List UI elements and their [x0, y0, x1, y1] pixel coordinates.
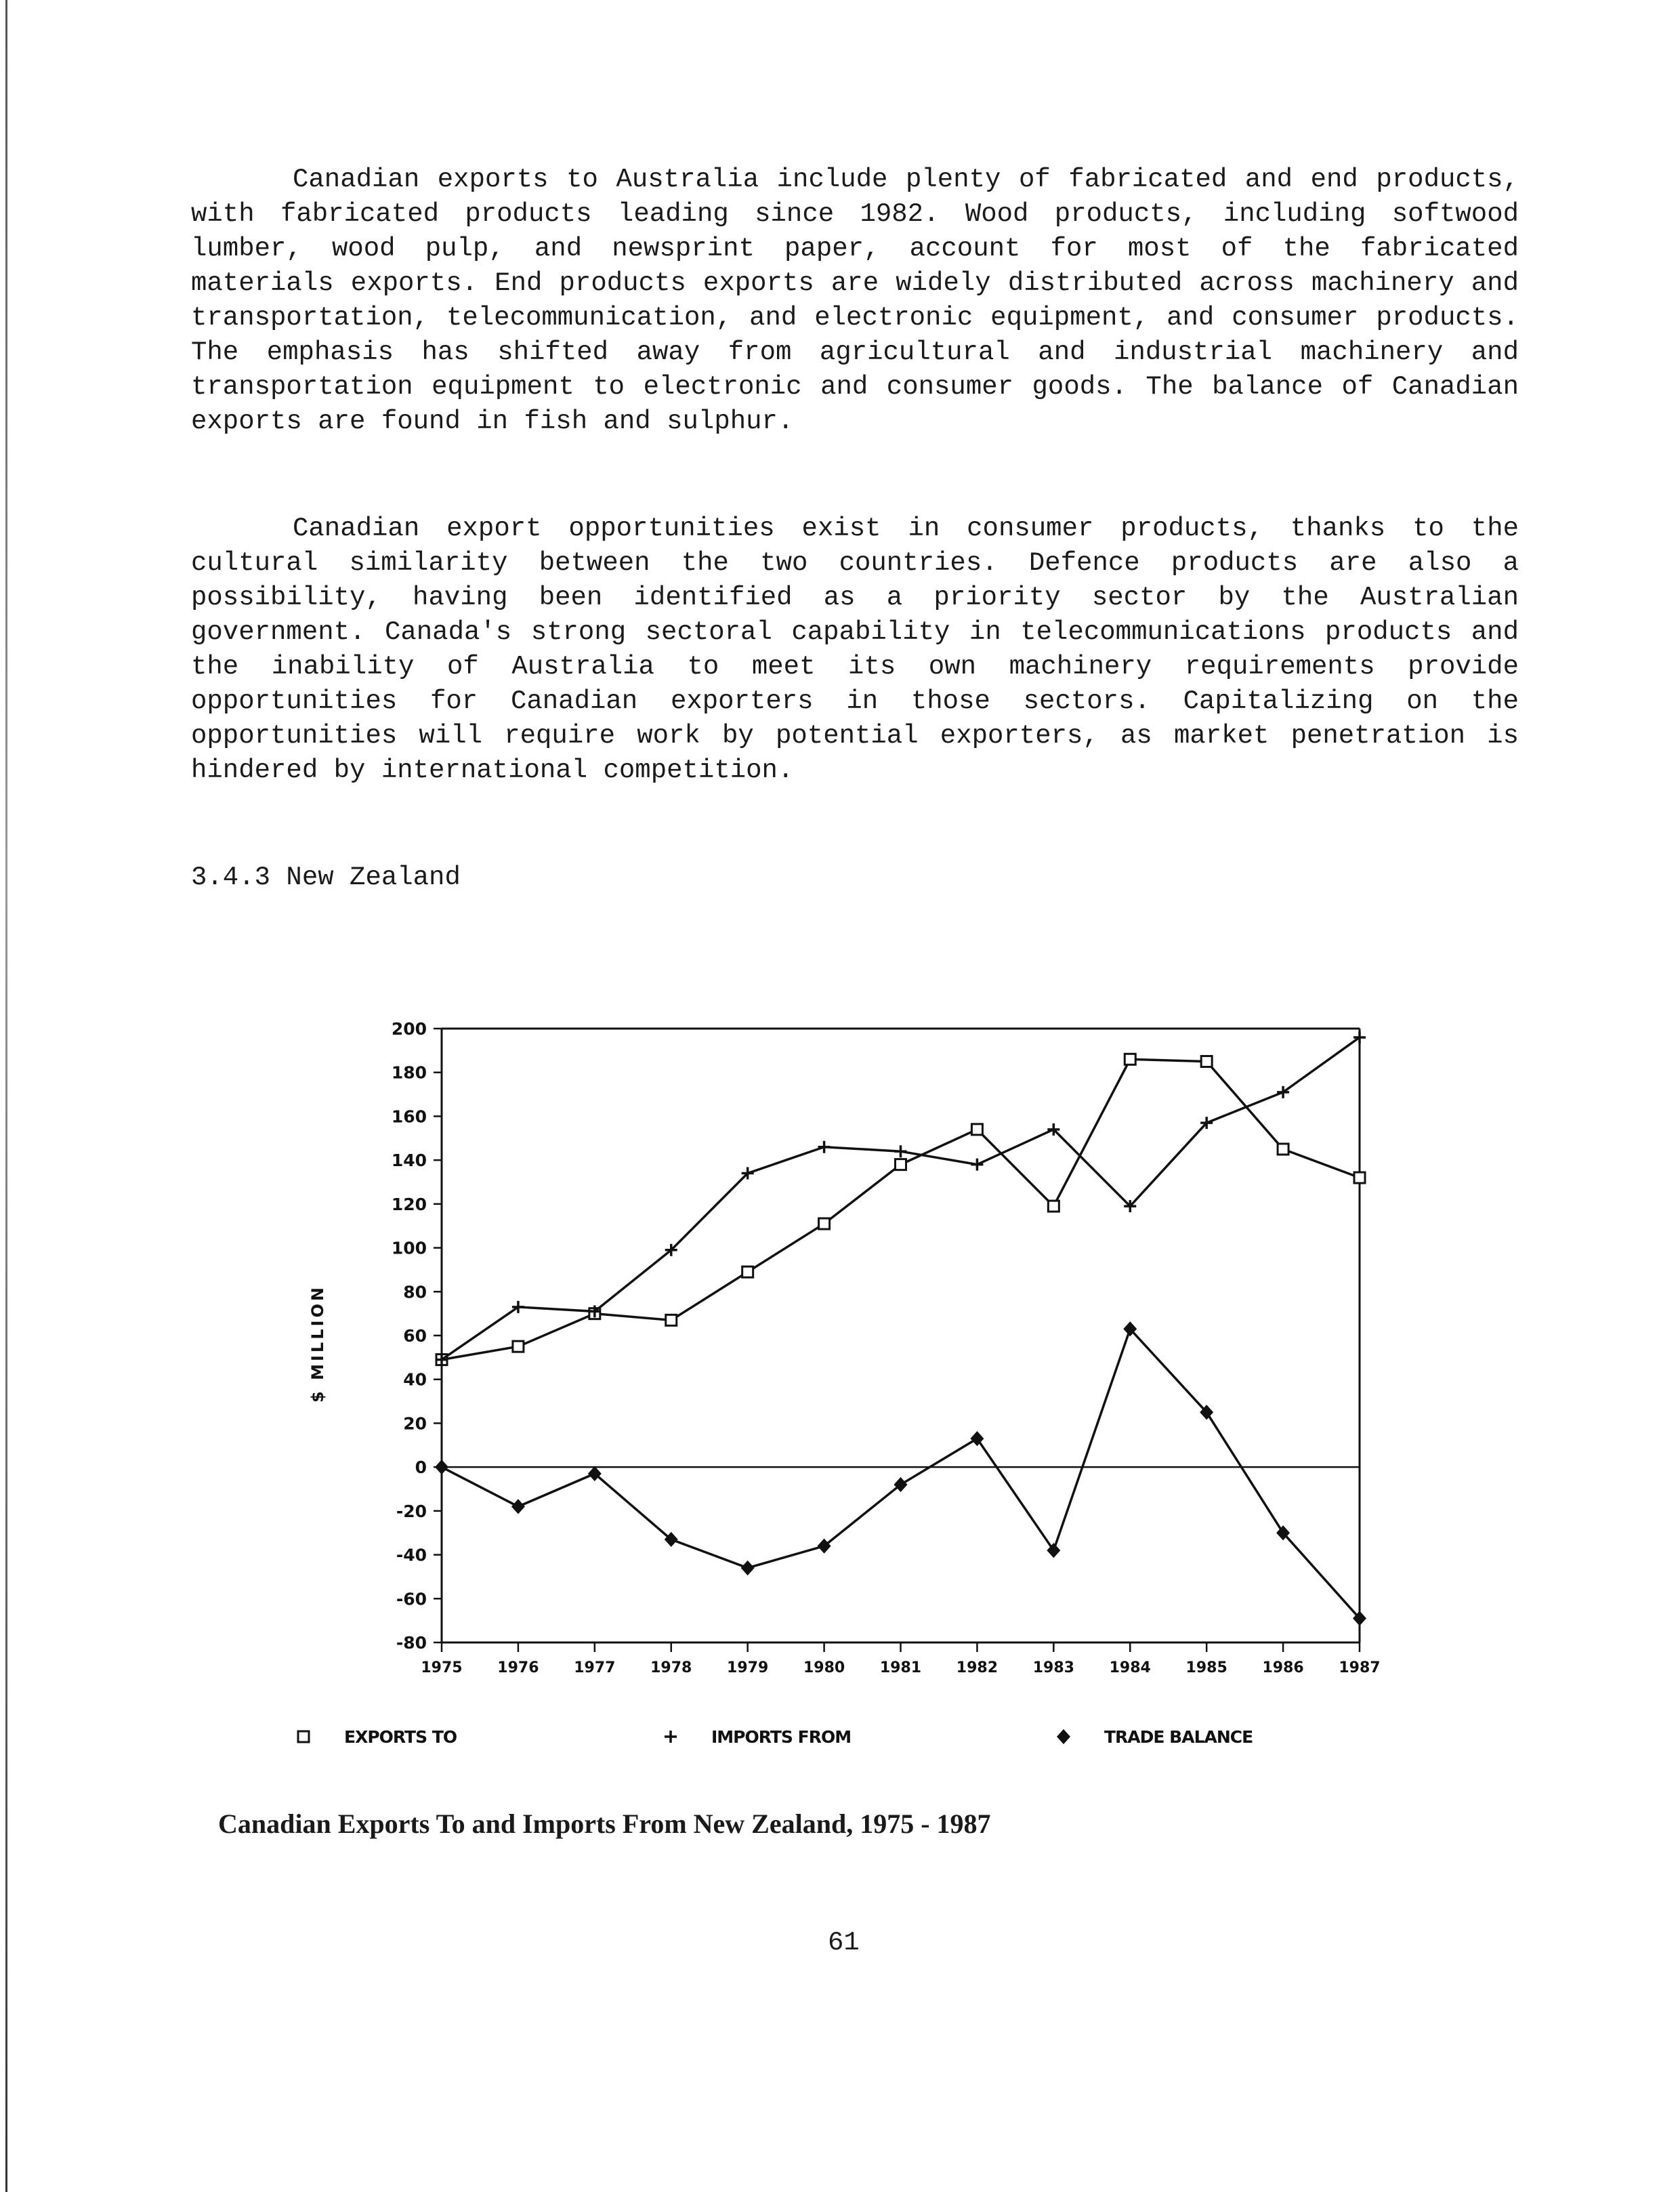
data-point-square [971, 1124, 982, 1135]
paragraph-australia-exports [191, 163, 1519, 439]
y-tick-label: 0 [415, 1457, 427, 1478]
page-number: 61 [828, 1928, 860, 1958]
data-point-plus [818, 1141, 831, 1153]
y-tick-label: 100 [391, 1238, 427, 1258]
y-tick-label: 180 [391, 1062, 427, 1083]
paragraph-export-opportunities [191, 512, 1519, 788]
legend-marker-diamond [1057, 1730, 1070, 1743]
data-point-diamond [436, 1460, 448, 1474]
data-point-diamond [742, 1561, 754, 1575]
x-tick-label: 1980 [803, 1659, 845, 1676]
y-tick-label: -40 [396, 1545, 427, 1565]
paragraph-text: Canadian export opportunities exist in consumer products, thanks to the cultural similarity between the two countries. Defence products are also a possibility, having been identified as a priority sector by the Australian government. Canada's strong sectoral capability in telecommunications products and the inability of Australia to meet its own machinery requirements provide opportunities for Canadian exporters in those sectors. Capitalizing on the opportunities will require work by potential exporters, as market penetration is hindered by international competition. [191, 514, 1519, 785]
y-axis-label: $ MILLION [308, 1285, 327, 1403]
legend-label: IMPORTS FROM [711, 1727, 852, 1747]
x-tick-label: 1987 [1339, 1659, 1381, 1676]
legend-marker-square [298, 1731, 309, 1742]
series-line-exports-to [442, 1059, 1360, 1359]
chart-caption: Canadian Exports To and Imports From New Zealand, 1975 - 1987 [218, 1808, 991, 1839]
data-point-plus [895, 1145, 907, 1157]
x-tick-label: 1982 [956, 1659, 999, 1676]
y-tick-label: 20 [403, 1413, 427, 1434]
data-point-square [1048, 1201, 1059, 1212]
series-line-trade-balance [442, 1329, 1360, 1618]
x-tick-label: 1981 [879, 1659, 922, 1676]
paragraph-text: Canadian exports to Australia include plenty of fabricated and end products, with fabricated products leading since 1982. Wood products, including softwood lumber, wood pulp, and newsprint paper, account for most of the fabricated materials exports. End products exports are widely distributed across machinery and transportation, telecommunication, and electronic equipment, and consumer products. The emphasis has shifted away from agricultural and industrial machinery and transportation equipment to electronic and consumer goods. The balance of Canadian exports are found in fish and sulphur. [191, 165, 1519, 436]
data-point-diamond [512, 1500, 524, 1513]
section-heading: 3.4.3 New Zealand [191, 863, 461, 892]
trade-chart [285, 1003, 1436, 1762]
y-tick-label: -80 [396, 1633, 427, 1653]
legend-label: EXPORTS TO [344, 1727, 457, 1747]
data-point-square [896, 1159, 906, 1170]
x-tick-label: 1976 [497, 1659, 539, 1676]
page-binding-edge [5, 0, 7, 2192]
trade-chart-svg [285, 1003, 1436, 1762]
data-point-square [666, 1315, 677, 1325]
data-point-square [819, 1218, 830, 1229]
legend-marker-plus [665, 1731, 677, 1743]
x-tick-label: 1983 [1032, 1659, 1074, 1676]
series-line-imports-from [442, 1037, 1360, 1360]
data-point-square [1201, 1056, 1212, 1067]
y-tick-label: 40 [403, 1369, 427, 1390]
y-tick-label: 60 [403, 1326, 427, 1346]
y-tick-label: 120 [391, 1194, 427, 1214]
y-tick-label: 140 [391, 1151, 427, 1171]
x-tick-label: 1975 [421, 1659, 463, 1676]
x-tick-label: 1979 [727, 1659, 769, 1676]
y-tick-label: -20 [396, 1501, 427, 1521]
x-tick-label: 1984 [1109, 1659, 1151, 1676]
data-point-plus [971, 1159, 983, 1171]
x-tick-label: 1978 [650, 1659, 692, 1676]
legend-label: TRADE BALANCE [1104, 1727, 1253, 1747]
y-tick-label: 80 [403, 1282, 427, 1302]
data-point-square [1354, 1172, 1365, 1183]
data-point-square [1125, 1054, 1135, 1064]
x-tick-label: 1985 [1185, 1659, 1227, 1676]
data-point-square [513, 1341, 524, 1352]
y-tick-label: 200 [391, 1019, 427, 1039]
data-point-square [1278, 1144, 1288, 1155]
y-tick-label: -60 [396, 1589, 427, 1609]
data-point-square [742, 1266, 753, 1277]
y-tick-label: 160 [391, 1107, 427, 1127]
x-tick-label: 1977 [574, 1659, 616, 1676]
x-tick-label: 1986 [1262, 1659, 1304, 1676]
